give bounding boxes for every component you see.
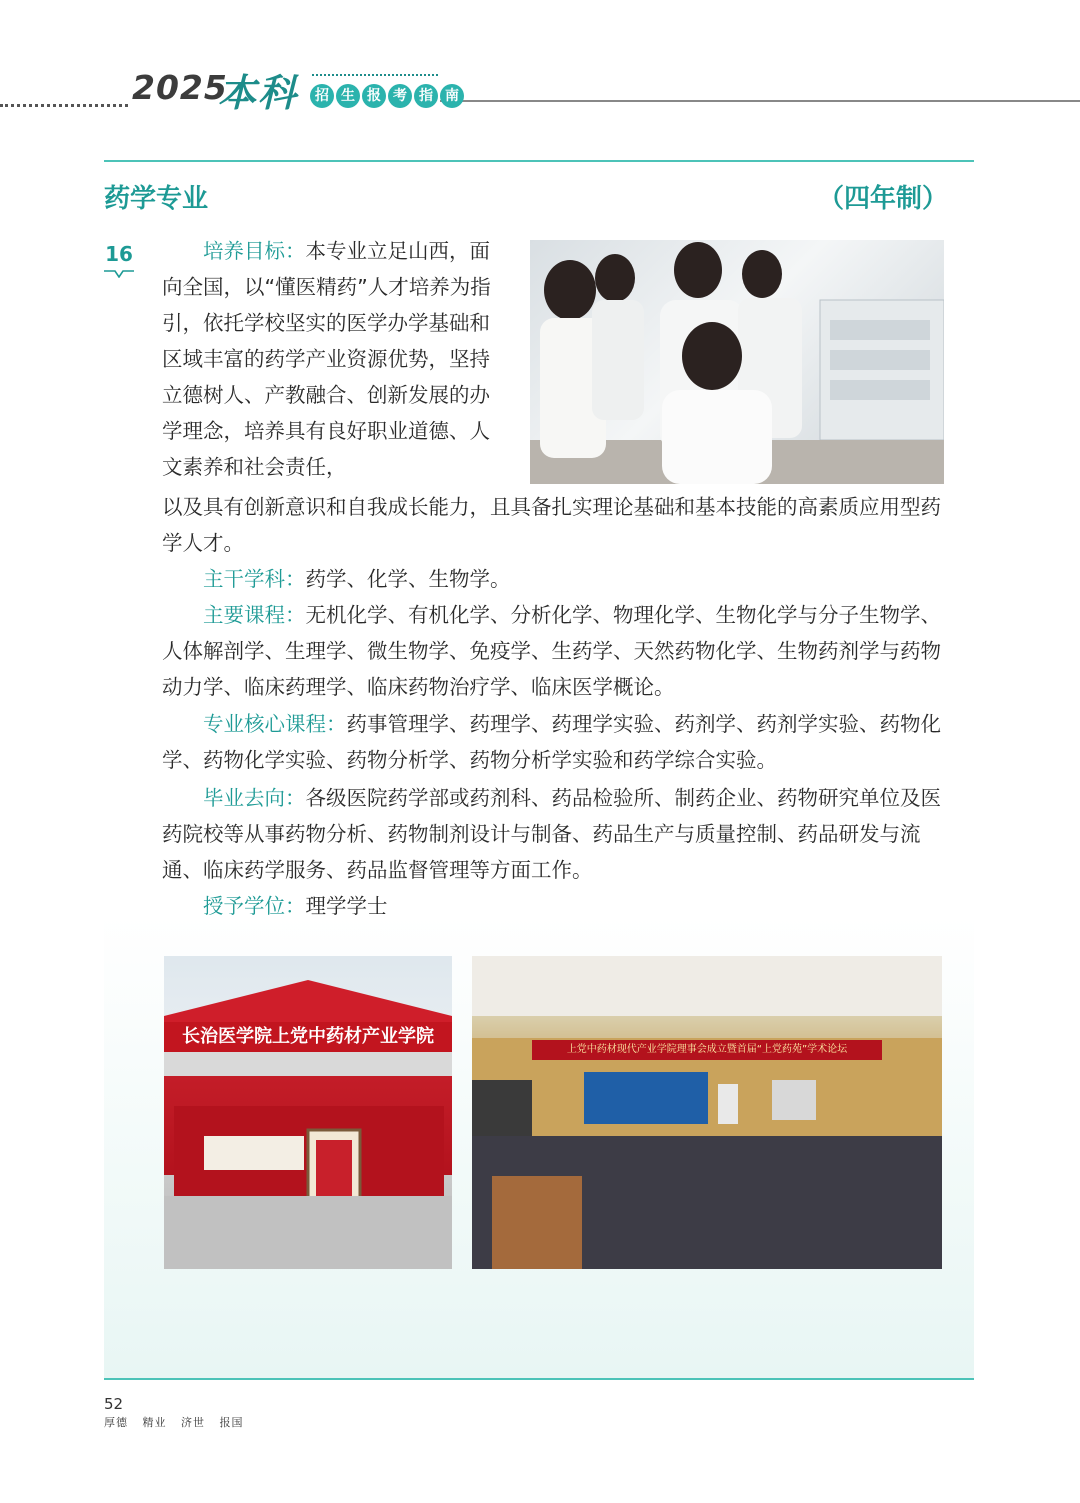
career-paragraph — [162, 780, 952, 888]
header-subtitle-char: 报 — [362, 84, 386, 108]
footer-motto: 厚德 精业 济世 报国 — [104, 1416, 244, 1429]
header-dotted-accent — [312, 74, 438, 76]
section-title: 药学专业 — [104, 184, 209, 214]
core-courses-paragraph — [162, 706, 952, 778]
section-duration: （四年制） — [817, 184, 948, 214]
main-subjects-paragraph — [162, 561, 952, 597]
core-courses-text: 药事管理学、药理学、药理学实验、药剂学、药剂学实验、药物化学、药物化学实验、药物分析学、药物分析学实验和药学综合实验。 — [162, 712, 941, 772]
header-subtitle-char: 生 — [336, 84, 360, 108]
fair-photo-illustration — [164, 956, 452, 1269]
degree-label: 授予学位： — [203, 894, 306, 918]
goal-text: 本专业立足山西，面向全国，以“懂医精药”人才培养为指引，依托学校坚实的医学办学基础和区域丰富的药学产业资源优势，坚持立德树人、产教融合、创新发展的办学理念，培养具有良好职业道德、人文素养和社会责任， — [162, 239, 491, 479]
career-label: 毕业去向： — [203, 786, 306, 810]
header-year: 2025 — [132, 68, 228, 107]
main-subjects-label: 主干学科： — [203, 567, 306, 591]
main-courses-text: 无机化学、有机化学、分析化学、物理化学、生物化学与分子生物学、人体解剖学、生理学、微生物学、免疫学、生药学、天然药物化学、生物药剂学与药物动力学、临床药理学、临床药物治疗学、临床医学概论。 — [162, 603, 941, 699]
header-subtitle — [310, 84, 464, 108]
main-courses-label: 主要课程： — [203, 603, 306, 627]
tent-banner-text: 长治医学院上党中药材产业学院 — [182, 1026, 434, 1047]
fair-photo — [164, 956, 452, 1269]
core-courses-label: 专业核心课程： — [203, 712, 347, 736]
header-title: 本科 — [218, 71, 299, 115]
side-number-badge: 16 — [105, 242, 133, 266]
side-number-underline — [104, 270, 134, 278]
page-number: 52 — [104, 1395, 124, 1413]
hall-banner-text: 上党中药材现代产业学院理事会成立暨首届“上党药苑”学术论坛 — [566, 1044, 848, 1055]
goal-paragraph-continued: 以及具有创新意识和自我成长能力，且具备扎实理论基础和基本技能的高素质应用型药学人才。 — [162, 495, 941, 555]
header-subtitle-char: 南 — [440, 84, 464, 108]
header-subtitle-char: 考 — [388, 84, 412, 108]
header-subtitle-char: 招 — [310, 84, 334, 108]
header-subtitle-char: 指 — [414, 84, 438, 108]
degree-text: 理学学士 — [305, 894, 388, 918]
lab-photo — [530, 240, 944, 484]
main-courses-paragraph — [162, 597, 952, 705]
goal-paragraph — [162, 233, 507, 485]
lecture-hall-photo — [472, 956, 942, 1269]
lab-photo-illustration — [530, 240, 944, 484]
lecture-hall-illustration — [472, 956, 942, 1269]
header-rule-right — [440, 100, 1080, 102]
career-text: 各级医院药学部或药剂科、药品检验所、制药企业、药物研究单位及医药院校等从事药物分析、药物制剂设计与制备、药品生产与质量控制、药品研发与流通、临床药学服务、药品监督管理等方面工作。 — [162, 786, 941, 882]
degree-paragraph — [162, 888, 952, 924]
goal-label: 培养目标： — [203, 239, 306, 263]
main-subjects-text: 药学、化学、生物学。 — [305, 567, 511, 591]
header-dotted-rule-left — [0, 104, 128, 107]
